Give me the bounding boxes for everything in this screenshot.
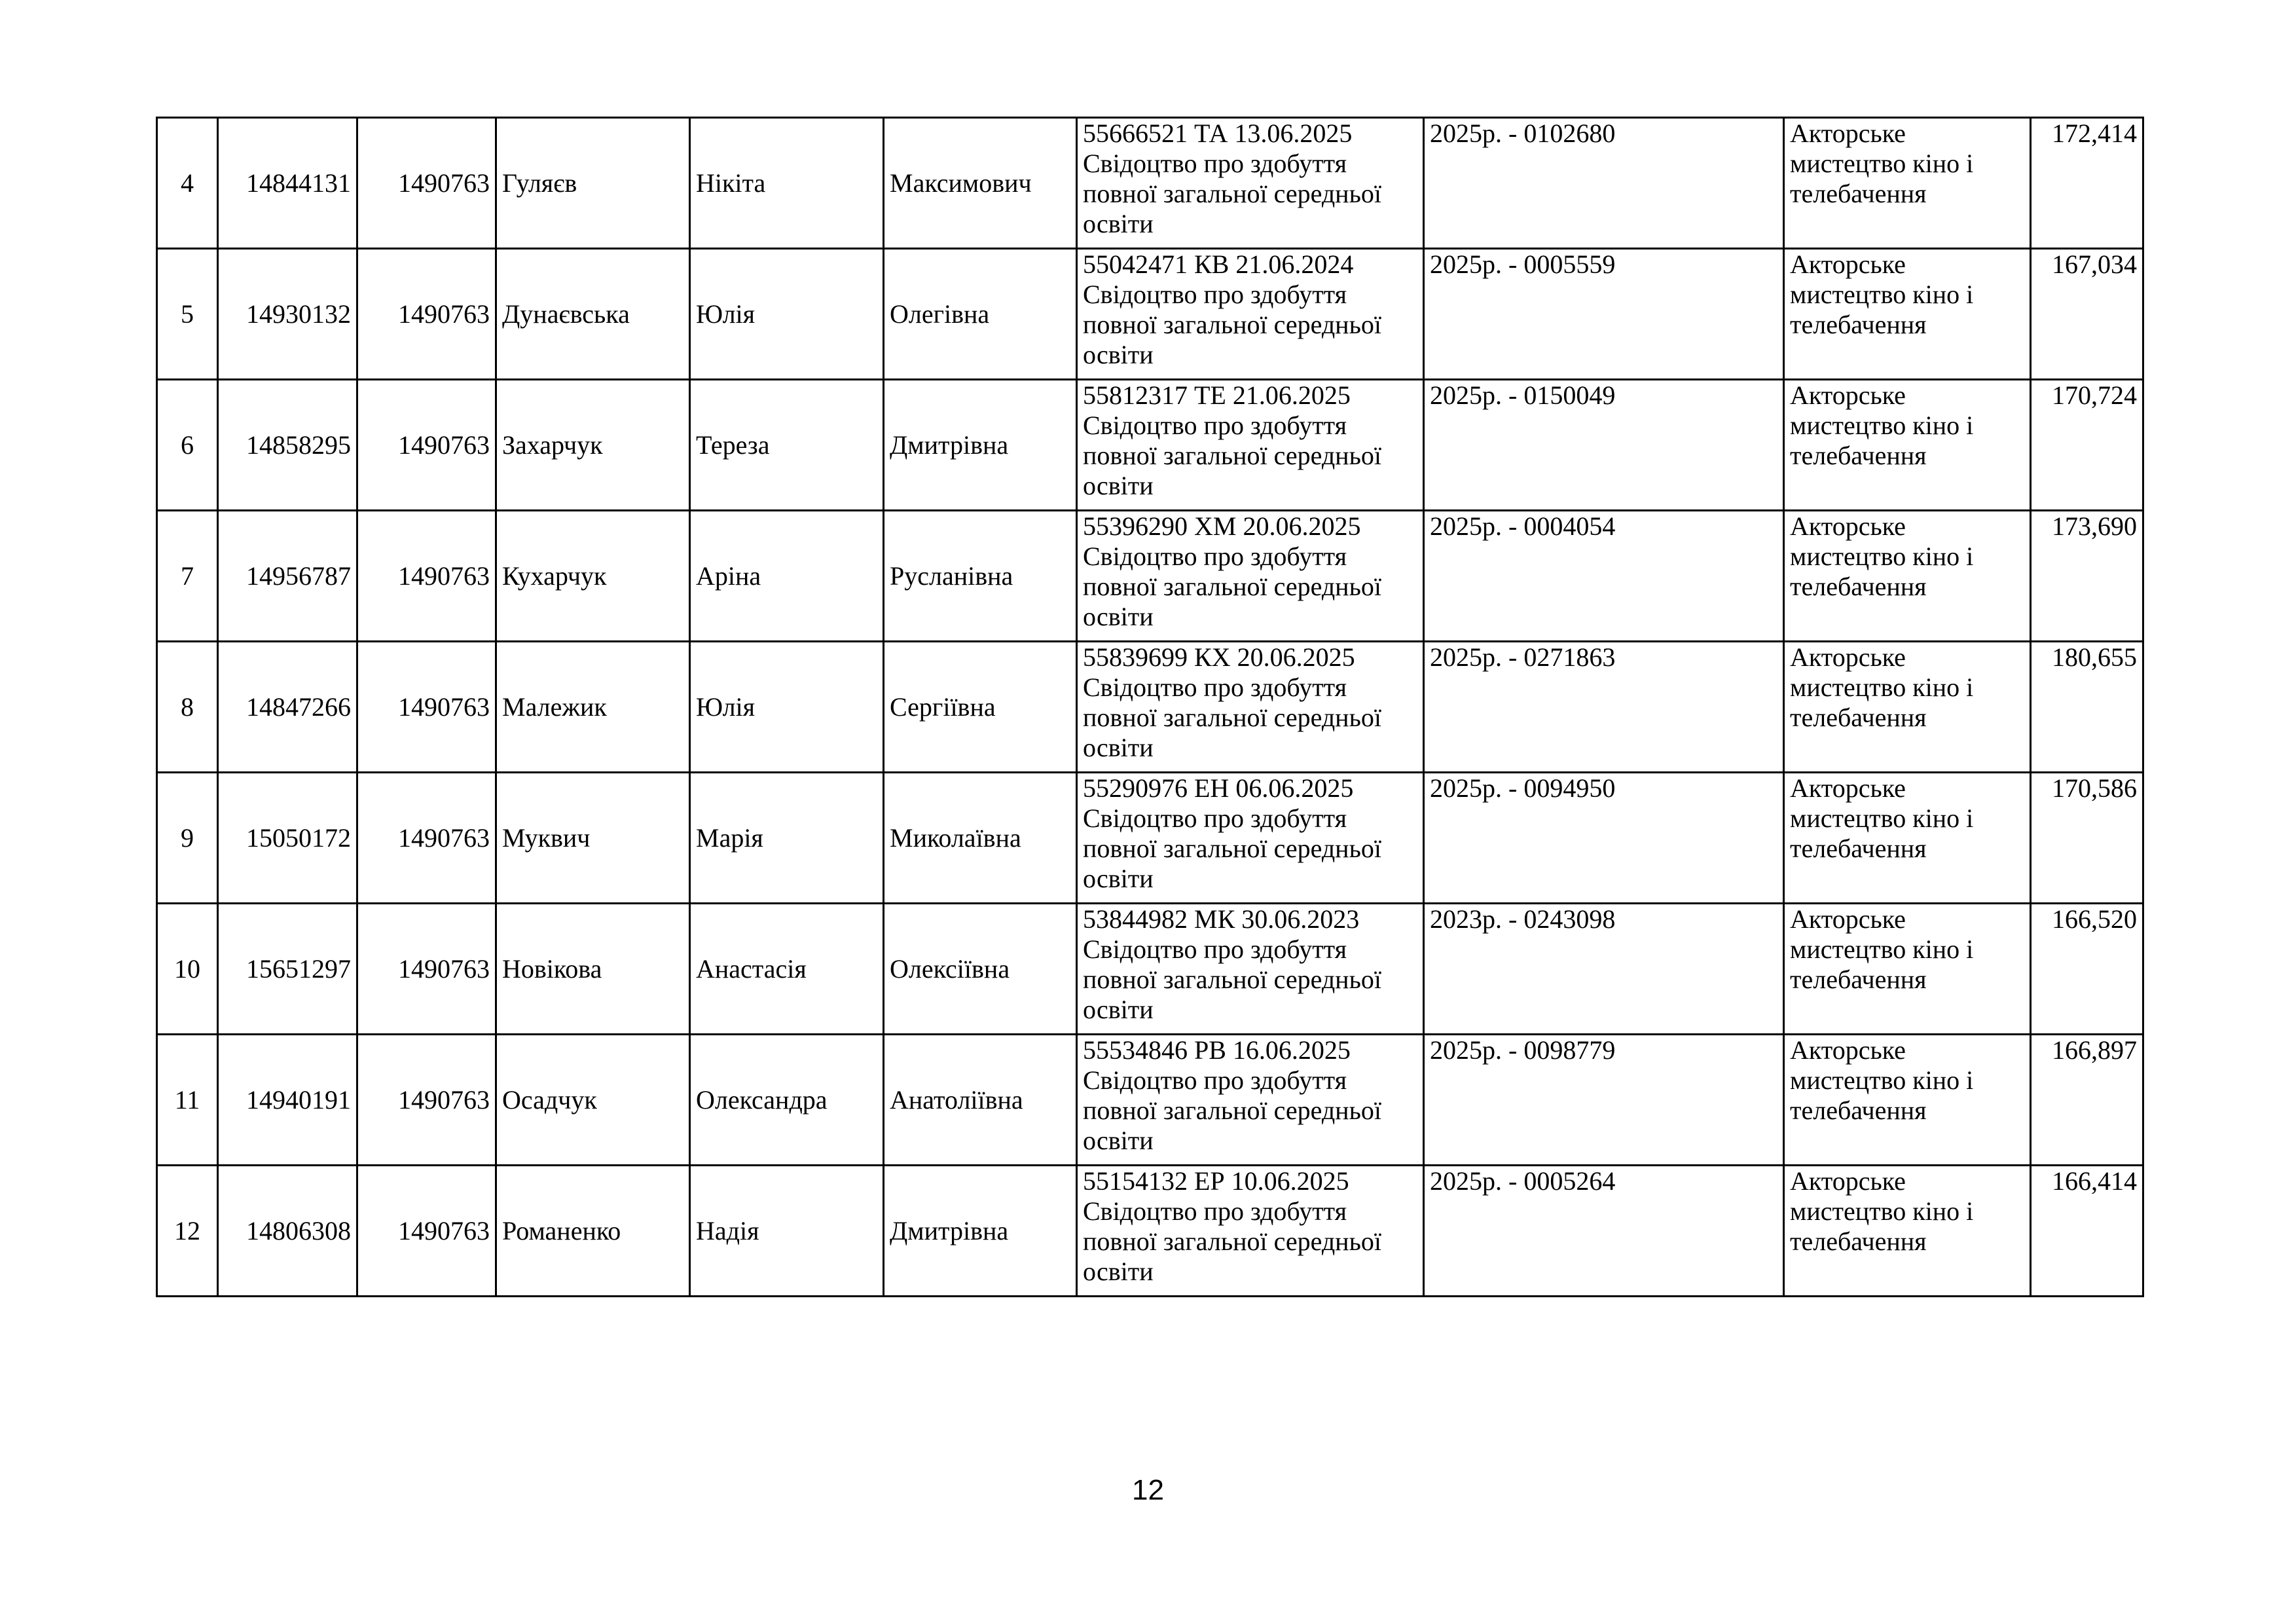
- surname-cell: Малежик: [496, 642, 690, 773]
- surname-cell: Гуляєв: [496, 118, 690, 249]
- table-row: [157, 118, 2143, 249]
- program-code-cell: 1490763: [357, 380, 496, 511]
- first-name-cell: Юлія: [690, 642, 884, 773]
- row-number-cell: 4: [157, 118, 218, 249]
- surname-cell: Осадчук: [496, 1035, 690, 1166]
- score-cell: 166,897: [2031, 1035, 2143, 1166]
- score-cell: 173,690: [2031, 511, 2143, 642]
- table-row: [157, 380, 2143, 511]
- table-row: [157, 904, 2143, 1035]
- table-row: [157, 1166, 2143, 1297]
- program-code-cell: 1490763: [357, 773, 496, 904]
- specialty-cell: Акторське мистецтво кіно і телебачення: [1784, 249, 2031, 380]
- score-cell: 172,414: [2031, 118, 2143, 249]
- first-name-cell: Юлія: [690, 249, 884, 380]
- row-number-cell: 8: [157, 642, 218, 773]
- program-code-cell: 1490763: [357, 904, 496, 1035]
- applicants-table: [156, 117, 2144, 1297]
- row-number-cell: 11: [157, 1035, 218, 1166]
- certificate-cell: 2025р. - 0005264: [1424, 1166, 1784, 1297]
- applicant-id-cell: 14844131: [218, 118, 357, 249]
- first-name-cell: Марія: [690, 773, 884, 904]
- surname-cell: Муквич: [496, 773, 690, 904]
- certificate-cell: 2025р. - 0271863: [1424, 642, 1784, 773]
- row-number-cell: 9: [157, 773, 218, 904]
- education-document-cell: 55290976 ЕН 06.06.2025 Свідоцтво про здобуття повної загальної середньої освіти: [1077, 773, 1424, 904]
- certificate-cell: 2023р. - 0243098: [1424, 904, 1784, 1035]
- patronymic-cell: Русланівна: [884, 511, 1077, 642]
- table-row: [157, 773, 2143, 904]
- score-cell: 166,414: [2031, 1166, 2143, 1297]
- row-number-cell: 5: [157, 249, 218, 380]
- patronymic-cell: Олексіївна: [884, 904, 1077, 1035]
- score-cell: 170,586: [2031, 773, 2143, 904]
- first-name-cell: Анастасія: [690, 904, 884, 1035]
- row-number-cell: 6: [157, 380, 218, 511]
- row-number-cell: 7: [157, 511, 218, 642]
- surname-cell: Кухарчук: [496, 511, 690, 642]
- applicant-id-cell: 14847266: [218, 642, 357, 773]
- specialty-cell: Акторське мистецтво кіно і телебачення: [1784, 642, 2031, 773]
- first-name-cell: Тереза: [690, 380, 884, 511]
- program-code-cell: 1490763: [357, 249, 496, 380]
- table-row: [157, 1035, 2143, 1166]
- education-document-cell: 55534846 РВ 16.06.2025 Свідоцтво про здобуття повної загальної середньої освіти: [1077, 1035, 1424, 1166]
- table-row: [157, 249, 2143, 380]
- education-document-cell: 55042471 КВ 21.06.2024 Свідоцтво про здобуття повної загальної середньої освіти: [1077, 249, 1424, 380]
- patronymic-cell: Дмитрівна: [884, 1166, 1077, 1297]
- patronymic-cell: Максимович: [884, 118, 1077, 249]
- first-name-cell: Аріна: [690, 511, 884, 642]
- score-cell: 167,034: [2031, 249, 2143, 380]
- surname-cell: Дунаєвська: [496, 249, 690, 380]
- education-document-cell: 53844982 МК 30.06.2023 Свідоцтво про здобуття повної загальної середньої освіти: [1077, 904, 1424, 1035]
- education-document-cell: 55154132 ЕР 10.06.2025 Свідоцтво про здобуття повної загальної середньої освіти: [1077, 1166, 1424, 1297]
- surname-cell: Романенко: [496, 1166, 690, 1297]
- specialty-cell: Акторське мистецтво кіно і телебачення: [1784, 118, 2031, 249]
- first-name-cell: Надія: [690, 1166, 884, 1297]
- applicant-id-cell: 14940191: [218, 1035, 357, 1166]
- patronymic-cell: Сергіївна: [884, 642, 1077, 773]
- table-row: [157, 511, 2143, 642]
- certificate-cell: 2025р. - 0098779: [1424, 1035, 1784, 1166]
- applicant-id-cell: 14930132: [218, 249, 357, 380]
- first-name-cell: Нікіта: [690, 118, 884, 249]
- patronymic-cell: Олегівна: [884, 249, 1077, 380]
- score-cell: 170,724: [2031, 380, 2143, 511]
- table-row: [157, 642, 2143, 773]
- specialty-cell: Акторське мистецтво кіно і телебачення: [1784, 904, 2031, 1035]
- specialty-cell: Акторське мистецтво кіно і телебачення: [1784, 773, 2031, 904]
- patronymic-cell: Дмитрівна: [884, 380, 1077, 511]
- applicant-id-cell: 15050172: [218, 773, 357, 904]
- certificate-cell: 2025р. - 0150049: [1424, 380, 1784, 511]
- education-document-cell: 55812317 ТЕ 21.06.2025 Свідоцтво про здобуття повної загальної середньої освіти: [1077, 380, 1424, 511]
- row-number-cell: 10: [157, 904, 218, 1035]
- row-number-cell: 12: [157, 1166, 218, 1297]
- certificate-cell: 2025р. - 0005559: [1424, 249, 1784, 380]
- applicants-table-body: [157, 118, 2143, 1297]
- program-code-cell: 1490763: [357, 642, 496, 773]
- education-document-cell: 55839699 КХ 20.06.2025 Свідоцтво про здобуття повної загальної середньої освіти: [1077, 642, 1424, 773]
- patronymic-cell: Анатоліївна: [884, 1035, 1077, 1166]
- score-cell: 180,655: [2031, 642, 2143, 773]
- specialty-cell: Акторське мистецтво кіно і телебачення: [1784, 380, 2031, 511]
- applicant-id-cell: 14806308: [218, 1166, 357, 1297]
- program-code-cell: 1490763: [357, 1035, 496, 1166]
- program-code-cell: 1490763: [357, 1166, 496, 1297]
- education-document-cell: 55396290 ХМ 20.06.2025 Свідоцтво про здобуття повної загальної середньої освіти: [1077, 511, 1424, 642]
- applicant-id-cell: 14956787: [218, 511, 357, 642]
- specialty-cell: Акторське мистецтво кіно і телебачення: [1784, 1166, 2031, 1297]
- specialty-cell: Акторське мистецтво кіно і телебачення: [1784, 1035, 2031, 1166]
- score-cell: 166,520: [2031, 904, 2143, 1035]
- patronymic-cell: Миколаївна: [884, 773, 1077, 904]
- program-code-cell: 1490763: [357, 511, 496, 642]
- education-document-cell: 55666521 ТА 13.06.2025 Свідоцтво про здобуття повної загальної середньої освіти: [1077, 118, 1424, 249]
- first-name-cell: Олександра: [690, 1035, 884, 1166]
- applicant-id-cell: 14858295: [218, 380, 357, 511]
- certificate-cell: 2025р. - 0004054: [1424, 511, 1784, 642]
- surname-cell: Новікова: [496, 904, 690, 1035]
- page-number: 12: [1132, 1474, 1164, 1506]
- certificate-cell: 2025р. - 0094950: [1424, 773, 1784, 904]
- certificate-cell: 2025р. - 0102680: [1424, 118, 1784, 249]
- specialty-cell: Акторське мистецтво кіно і телебачення: [1784, 511, 2031, 642]
- surname-cell: Захарчук: [496, 380, 690, 511]
- program-code-cell: 1490763: [357, 118, 496, 249]
- applicant-id-cell: 15651297: [218, 904, 357, 1035]
